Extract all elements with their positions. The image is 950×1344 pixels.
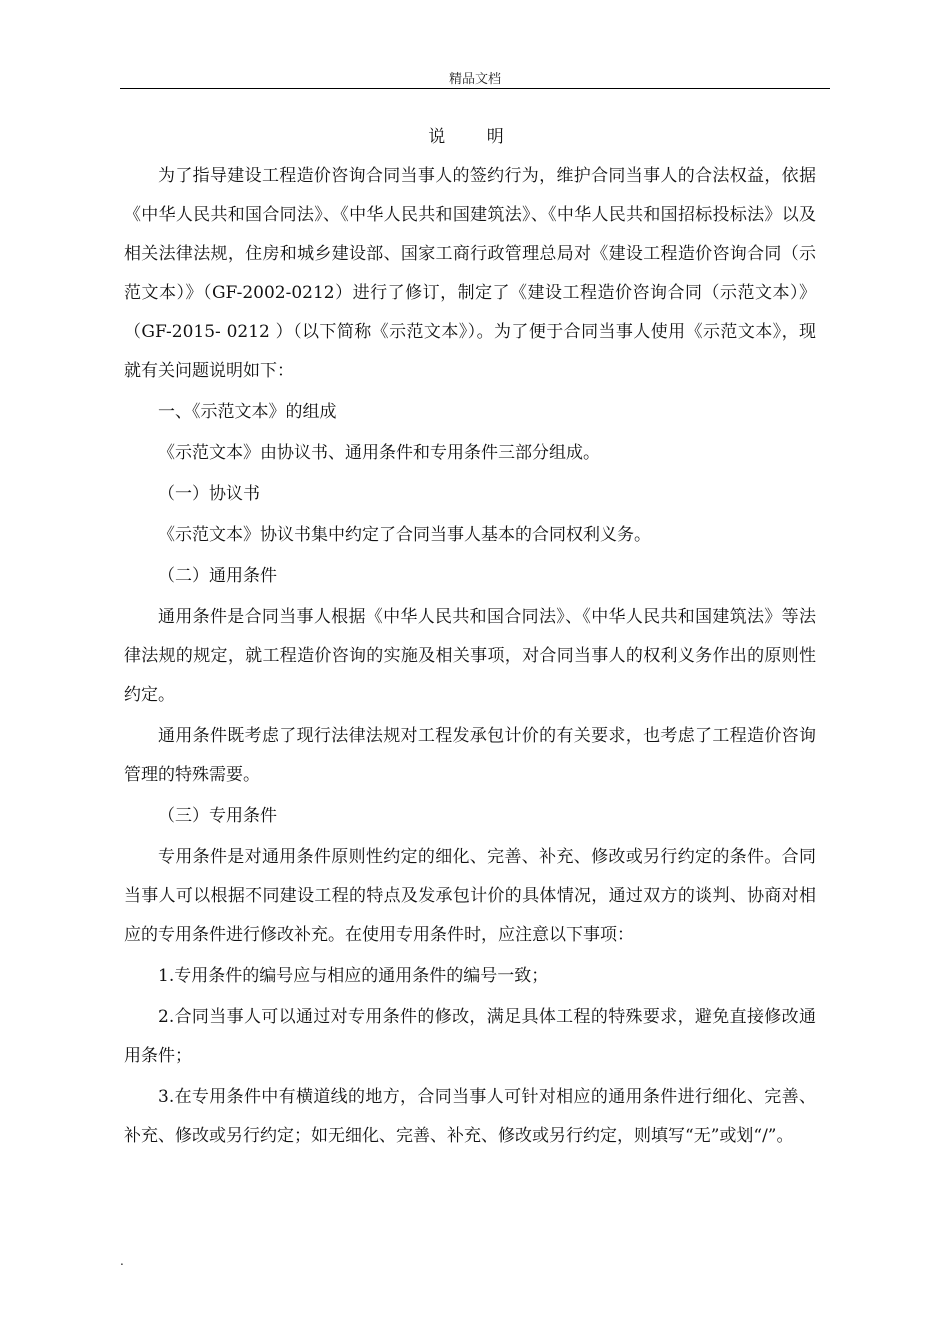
paragraph-agreement: 《示范文本》协议书集中约定了合同当事人基本的合同权利义务。 [158, 525, 651, 545]
paragraph-general-conditions: 通用条件是合同当事人根据《中华人民共和国合同法》、《中华人民共和国建筑法》等法律法规的规定，就工程造价咨询的实施及相关事项，对合同当事人的权利义务作出的原则性约定。 [124, 607, 816, 705]
intro-paragraph: 为了指导建设工程造价咨询合同当事人的签约行为，维护合同当事人的合法权益，依据《中华人民共和国合同法》、《中华人民共和国建筑法》、《中华人民共和国招标投标法》以及相关法律法规，住房和城乡建设部、国家工商行政管理总局对《建设工程造价咨询合同（示范文本）》（GF-2002-0212）进行了修订，制定了《建设工程造价咨询合同（示范文本）》（GF-2015- 0212 ）（以下简称《示范文本》）。为了便于合同当事人使用《示范文本》，现就有关问题说明如下： [124, 166, 816, 381]
list-item-3: 3.在专用条件中有横道线的地方，合同当事人可针对相应的通用条件进行细化、完善、补充、修改或另行约定；如无细化、完善、补充、修改或另行约定，则填写“无”或划“/”。 [124, 1087, 816, 1146]
subheading-special-conditions: （三）专用条件 [158, 806, 277, 826]
document-title: 说 明 [428, 127, 522, 147]
page-header-label: 精品文档 [448, 72, 501, 87]
header-divider [120, 88, 830, 89]
paragraph-composition: 《示范文本》由协议书、通用条件和专用条件三部分组成。 [158, 443, 600, 463]
list-item-2: 2.合同当事人可以通过对专用条件的修改，满足具体工程的特殊要求，避免直接修改通用条件； [124, 1007, 816, 1066]
list-item-1: 1.专用条件的编号应与相应的通用条件的编号一致； [158, 966, 549, 986]
subheading-general-conditions: （二）通用条件 [158, 566, 277, 586]
paragraph-special-conditions: 专用条件是对通用条件原则性约定的细化、完善、补充、修改或另行约定的条件。合同当事人可以根据不同建设工程的特点及发承包计价的具体情况，通过双方的谈判、协商对相应的专用条件进行修改补充。在使用专用条件时，应注意以下事项： [124, 847, 816, 945]
footer-mark: . [120, 1254, 124, 1268]
subheading-agreement: （一）协议书 [158, 484, 260, 504]
paragraph-general-conditions-2: 通用条件既考虑了现行法律法规对工程发承包计价的有关要求，也考虑了工程造价咨询管理的特殊需要。 [124, 726, 816, 785]
section-heading-composition: 一、《示范文本》的组成 [158, 402, 337, 422]
document-body [124, 157, 816, 1156]
